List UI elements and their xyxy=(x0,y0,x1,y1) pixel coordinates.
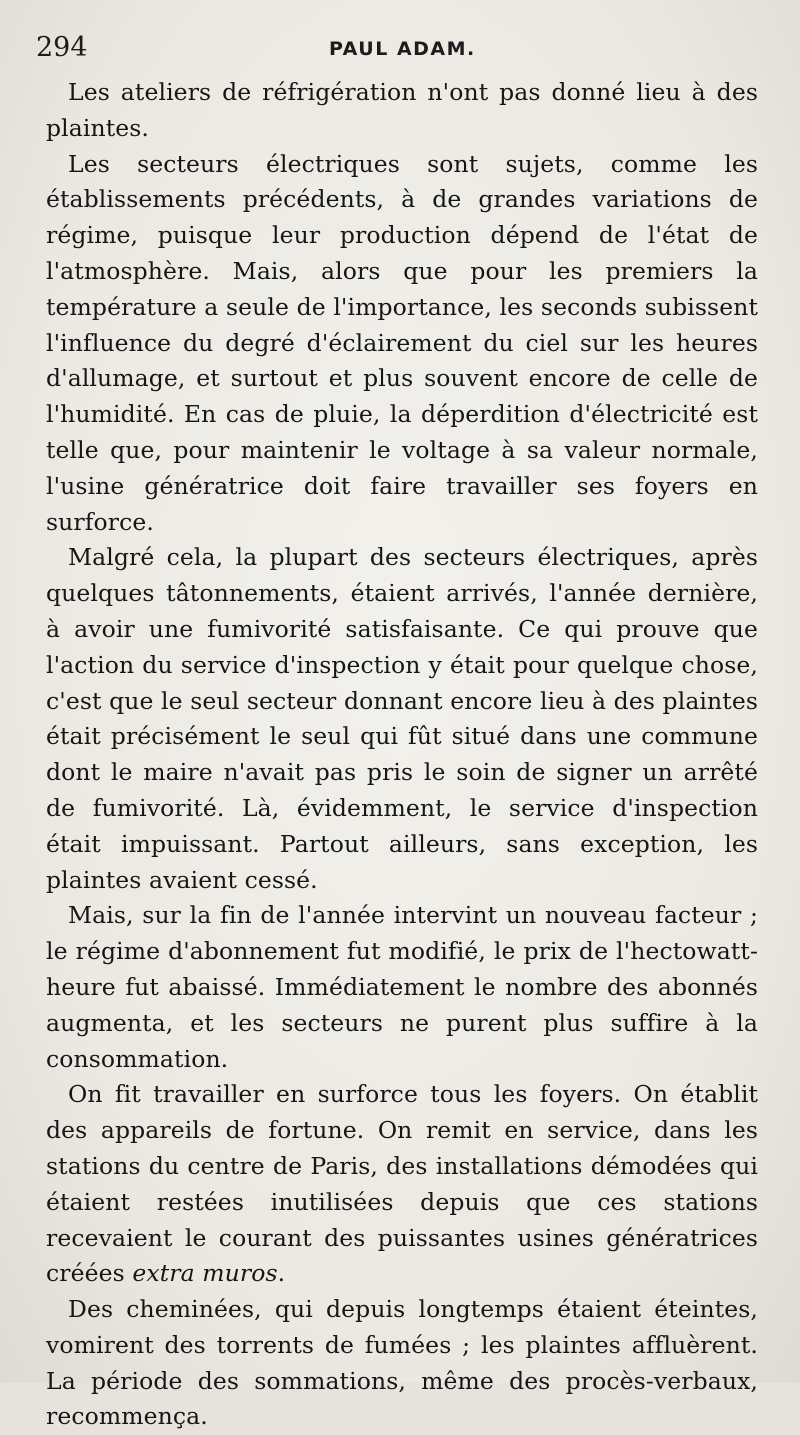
paragraph-surforce-italic: extra muros xyxy=(132,1259,278,1288)
paragraph-new-factor: Mais, sur la fin de l'année intervint un nouveau facteur ; le régime d'abonnement fut modifié, le prix de l'hectowatt-heure fut abaissé. Immédiatement le nombre des abonnés augmenta, et les secteurs ne purent plus suffire à la consommation. xyxy=(46,901,758,1073)
paragraph-chimneys: Des cheminées, qui depuis longtemps étaient éteintes, vomirent des torrents de fumées ; les plaintes affluèrent. La période des sommations, même des procès-verbaux, recommença. xyxy=(46,1295,758,1431)
body-text xyxy=(46,75,758,1435)
page-header xyxy=(0,34,800,62)
paragraph-electric-sectors: Les secteurs électriques sont sujets, comme les établissements précédents, à de grandes variations de régime, puisque leur production dépend de l'état de l'atmosphère. Mais, alors que pour les premiers la température a seule de l'importance, les seconds subissent l'influence du degré d'éclairement du ciel sur les heures d'allumage, et surtout et plus souvent encore de celle de l'humidité. En cas de pluie, la déperdition d'électricité est telle que, pour maintenir le voltage à sa valeur normale, l'usine génératrice doit faire travailler ses foyers en surforce. xyxy=(46,149,758,536)
running-head: PAUL ADAM. xyxy=(329,38,476,60)
page-number: 294 xyxy=(36,32,88,63)
paragraph-smoke-abatement: Malgré cela, la plupart des secteurs électriques, après quelques tâtonnements, étaient arrivés, l'année dernière, à avoir une fumivorité satisfaisante. Ce qui prouve que l'action du service d'inspection y était pour quelque chose, c'est que le seul secteur donnant encore lieu à des plaintes était précisément le seul qui fût situé dans une commune dont le maire n'avait pas pris le soin de signer un arrêté de fumivorité. Là, évidemment, le service d'inspection était impuissant. Partout ailleurs, sans exception, les plaintes avaient cessé. xyxy=(46,543,758,894)
paragraph-surforce-text: On fit travailler en surforce tous les foyers. On établit des appareils de fortune. On remit en service, dans les stations du centre de Paris, des installations démodées qui étaient restées inutilisées depuis que ces stations recevaient le courant des puissantes usines génératrices créées xyxy=(46,1080,758,1288)
paragraph-refrigeration: Les ateliers de réfrigération n'ont pas donné lieu à des plaintes. xyxy=(46,78,758,142)
paragraph-surforce-end: . xyxy=(277,1259,286,1288)
paragraph-surforce xyxy=(46,1077,758,1292)
